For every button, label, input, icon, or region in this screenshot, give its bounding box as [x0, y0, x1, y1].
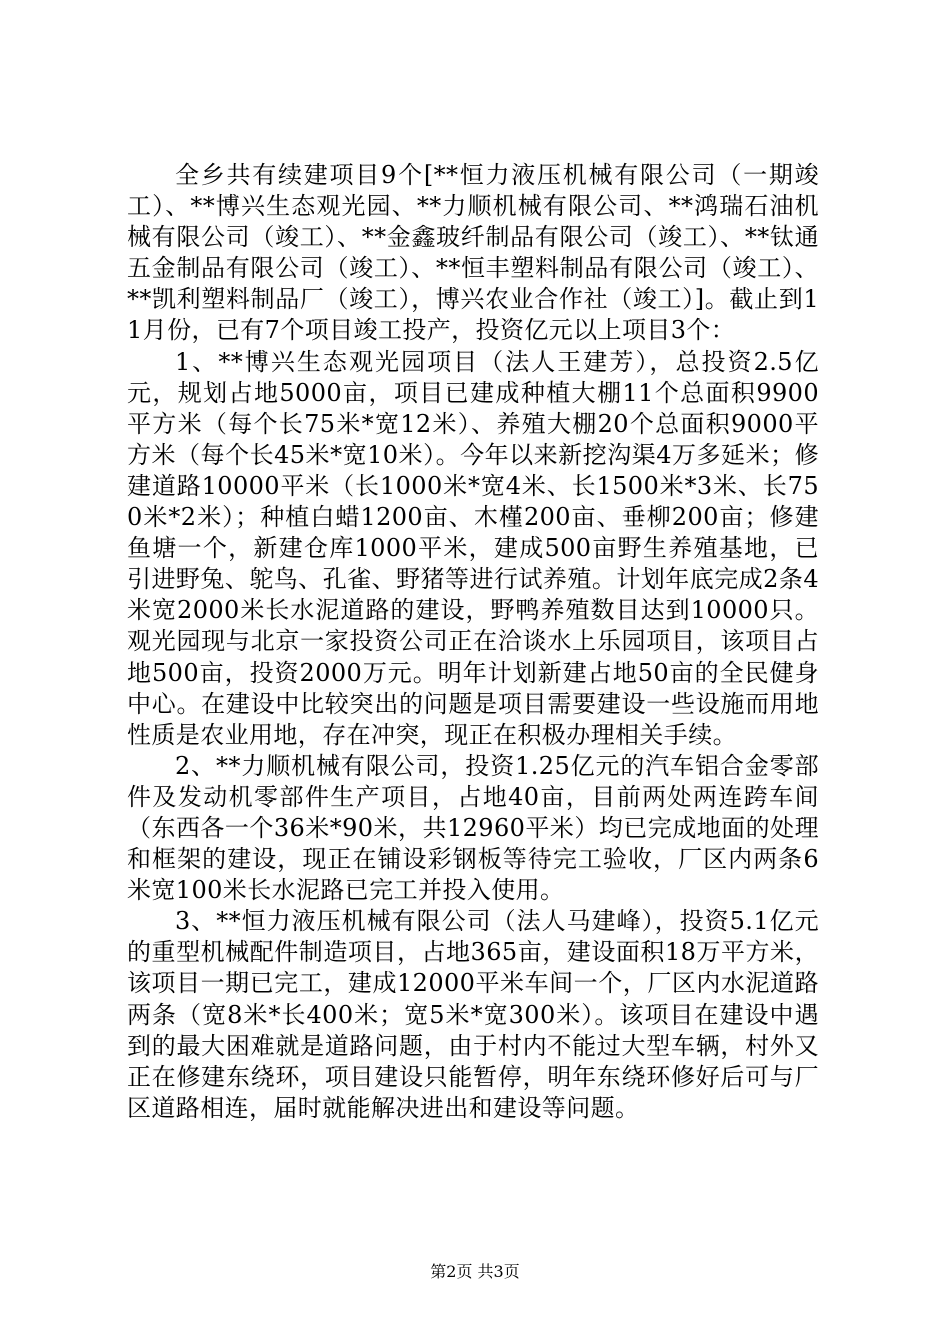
paragraph-intro: 全乡共有续建项目9个[**恒力液压机械有限公司（一期竣工）、**博兴生态观光园、**力顺机械有限公司、**鸿瑞石油机械有限公司（竣工）、**金鑫玻纤制品有限公司（竣工）、**钛通五金制品有限公司（竣工）、**恒丰塑料制品有限公司（竣工）、**凯利塑料制品厂（竣工），博兴农业合作社（竣工）]。截止到11月份，已有7个项目竣工投产，投资亿元以上项目3个： [127, 161, 819, 345]
paragraph-item-2: 2、**力顺机械有限公司，投资1.25亿元的汽车铝合金零部件及发动机零部件生产项目，占地40亩，目前两处两连跨车间（东西各一个36米*90米，共12960平米）均已完成地面的处理和框架的建设，现正在铺设彩钢板等待完工验收，厂区内两条6米宽100米长水泥路已完工并投入使用。 [127, 751, 819, 905]
paragraph-item-3: 3、**恒力液压机械有限公司（法人马建峰），投资5.1亿元的重型机械配件制造项目，占地365亩，建设面积18万平方米，该项目一期已完工，建成12000平米车间一个，厂区内水泥道路两条（宽8米*长400米；宽5米*宽300米）。该项目在建设中遇到的最大困难就是道路问题，由于村内不能过大型车辆，村外又正在修建东绕环，项目建设只能暂停，明年东绕环修好后可与厂区道路相连，届时就能解决进出和建设等问题。 [127, 907, 819, 1122]
document-body [127, 160, 819, 1124]
page-footer: 第2页 共3页 [430, 1262, 520, 1281]
paragraph-item-1: 1、**博兴生态观光园项目（法人王建芳），总投资2.5亿元，规划占地5000亩，项目已建成种植大棚11个总面积9900平方米（每个长75米*宽12米）、养殖大棚20个总面积9000平方米（每个长45米*宽10米）。今年以来新挖沟渠4万多延米；修建道路10000平米（长1000米*宽4米、长1500米*3米、长750米*2米）；种植白蜡1200亩、木槿200亩、垂柳200亩；修建鱼塘一个，新建仓库1000平米，建成500亩野生养殖基地，已引进野兔、鸵鸟、孔雀、野猪等进行试养殖。计划年底完成2条4米宽2000米长水泥道路的建设，野鸭养殖数目达到10000只。观光园现与北京一家投资公司正在洽谈水上乐园项目，该项目占地500亩，投资2000万元。明年计划新建占地50亩的全民健身中心。在建设中比较突出的问题是项目需要建设一些设施而用地性质是农业用地，存在冲突，现正在积极办理相关手续。 [127, 347, 819, 749]
